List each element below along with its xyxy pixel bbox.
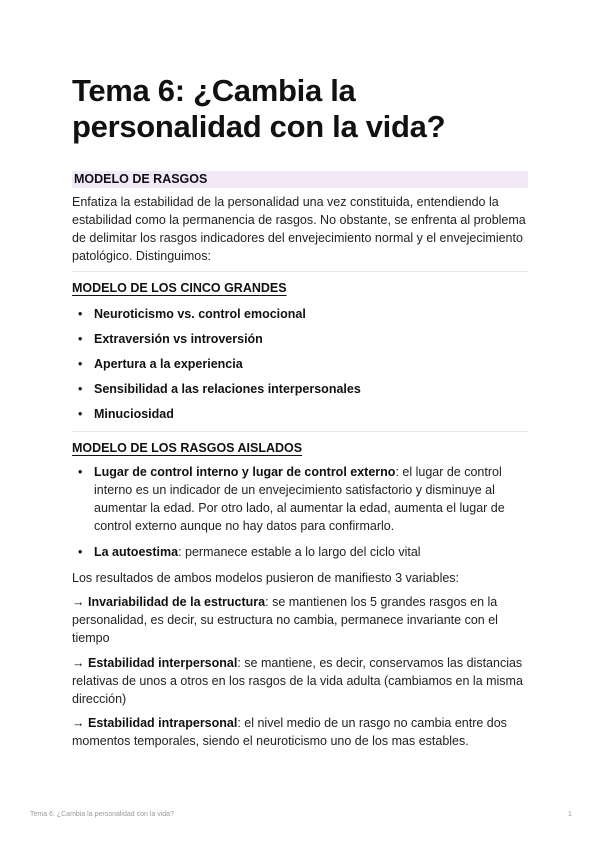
rasgos-aislados-list [72,463,528,565]
bullet-icon: • [78,407,83,421]
list-item: • La autoestima: permanece estable a lo largo del ciclo vital [78,545,421,559]
bullet-icon: • [78,307,83,321]
arrow-right-icon: → [72,595,85,609]
footer-page-number: 1 [568,811,572,818]
section-heading-modelo-rasgos [72,171,528,188]
list-item: • Neuroticismo vs. control emocional [78,307,306,321]
paragraph-modelo-rasgos: Enfatiza la estabilidad de la personalidad una vez constituida, entendiendo la estabilidad como la permanencia de rasgos. No obstante, se enfrenta al problema de delimitar los rasgos indicadores del envejecimiento normal y el envejecimiento patológico. Distinguimos: [72,195,526,263]
footer-title: Tema 6: ¿Cambia la personalidad con la vida? [30,811,174,818]
paragraph-intro: Los resultados de ambos modelos pusieron de manifiesto 3 variables: [72,571,460,585]
list-item: • Lugar de control interno y lugar de control externo: el lugar de control interno es un indicador de un envejecimiento satisfactorio y disminuye al aumentar la edad. Por otro lado, al aumentar la edad, aumenta el lugar de control externo aunque no hay datos para confirmarlo. [78,465,505,533]
arrow-paragraph: → Estabilidad interpersonal: se mantiene, es decir, conservamos las distancias relativas de unos a otros en los rasgos de la vida adulta (cambiamos en la misma dirección) [72,656,523,706]
arrow-right-icon: → [72,716,85,730]
bullet-icon: • [78,357,83,371]
list-item: • Apertura a la experiencia [78,357,243,371]
bullet-icon: • [78,545,83,559]
cinco-grandes-list [72,305,528,430]
list-item: • Sensibilidad a las relaciones interpersonales [78,382,361,396]
list-item: • Minuciosidad [78,407,174,421]
divider [72,431,528,432]
section-heading-cinco-grandes [72,280,528,297]
section-heading-text: MODELO DE RASGOS [74,172,208,186]
arrow-paragraph: → Estabilidad intrapersonal: el nivel medio de un rasgo no cambia entre dos momentos temporales, siendo el neuroticismo uno de los mas estables. [72,716,507,748]
divider [72,271,528,272]
bullet-icon: • [78,332,83,346]
arrow-paragraph: → Invariabilidad de la estructura: se mantienen los 5 grandes rasgos en la personalidad, es decir, su estructura no cambia, permanece invariante con el tiempo [72,595,498,645]
bullet-icon: • [78,465,83,479]
list-item: • Extraversión vs introversión [78,332,263,346]
arrow-right-icon: → [72,656,85,670]
section-heading-text: MODELO DE LOS CINCO GRANDES [72,281,287,295]
section-heading-rasgos-aislados [72,440,528,457]
section-heading-text: MODELO DE LOS RASGOS AISLADOS [72,441,303,455]
page-title: Tema 6: ¿Cambia la personalidad con la vida? [72,73,446,144]
bullet-icon: • [78,382,83,396]
